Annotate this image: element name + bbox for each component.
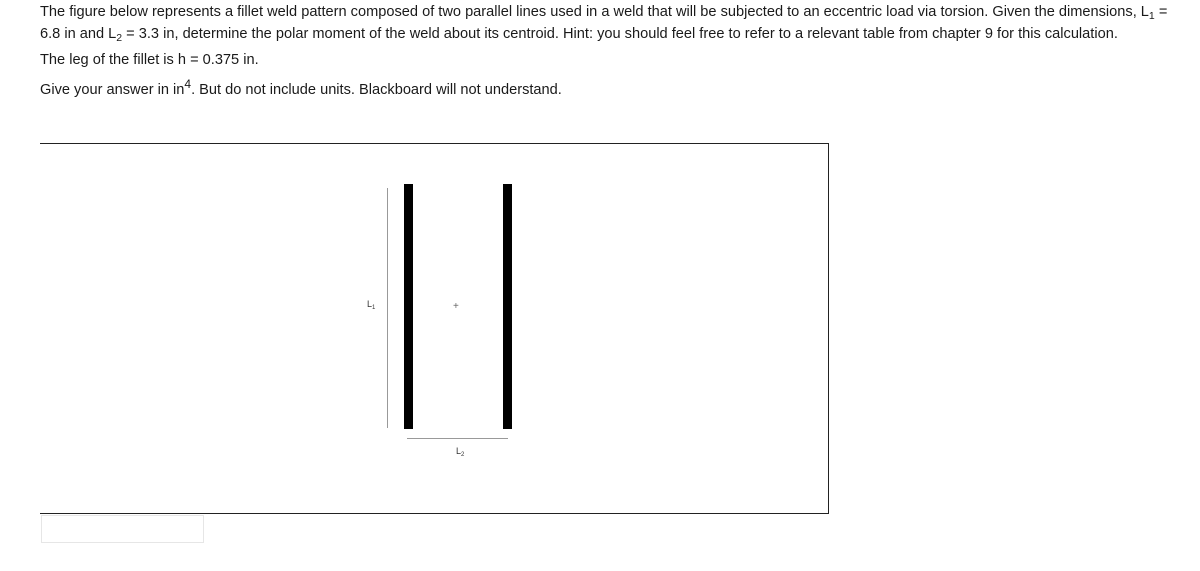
centroid-marker: + — [453, 301, 459, 312]
answer-instr-part-2: . But do not include units. Blackboard will not understand. — [191, 82, 562, 98]
prompt-part-2: = 6.8 in and L — [40, 4, 1168, 42]
answer-instructions — [40, 79, 1175, 101]
answer-input[interactable] — [41, 515, 204, 543]
fillet-leg-text: The leg of the fillet is h = 0.375 in. — [40, 52, 259, 68]
right-weld-line — [503, 184, 512, 429]
l2-label: $L_2$ — [456, 446, 465, 458]
question-prompt — [40, 1, 1175, 45]
l1-dimension-line — [387, 188, 388, 428]
prompt-part-3: = 3.3 in, determine the polar moment of the weld about its centroid. Hint: you should feel free to refer to a relevant table from chapter 9 for this calculation. — [122, 26, 1118, 42]
l1-label: $L_1$ — [367, 299, 376, 311]
l2-subscript: 2 — [116, 32, 123, 44]
l1-subscript: 1 — [1148, 10, 1155, 22]
units-superscript: 4 — [184, 77, 192, 91]
prompt-part-1: The figure below represents a fillet weld pattern composed of two parallel lines used in a weld that will be subjected to an eccentric load via torsion. Given the dimensions, L — [40, 4, 1149, 20]
l2-dimension-line — [407, 438, 508, 439]
answer-instr-part-1: Give your answer in in — [40, 82, 185, 98]
question-text — [40, 1, 1175, 101]
weld-figure — [40, 143, 829, 514]
left-weld-line — [404, 184, 413, 429]
